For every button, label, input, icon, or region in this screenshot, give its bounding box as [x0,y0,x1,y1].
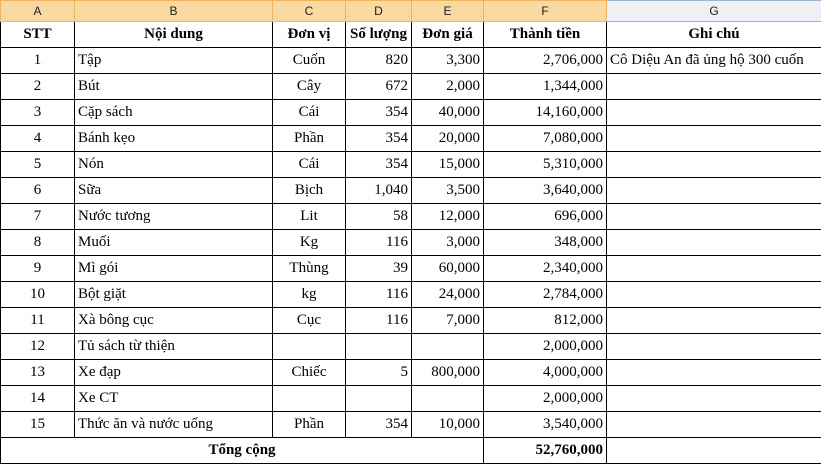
cell-thanh-tien[interactable]: 2,000,000 [484,386,607,412]
cell-thanh-tien[interactable]: 696,000 [484,204,607,230]
cell-don-gia[interactable]: 3,500 [412,178,484,204]
cell-noi-dung[interactable]: Xe CT [75,386,273,412]
cell-stt[interactable]: 10 [1,282,75,308]
cell-noi-dung[interactable]: Sữa [75,178,273,204]
table-row [1,230,821,256]
cell-ghi-chu[interactable] [607,100,821,126]
total-value[interactable]: 52,760,000 [484,438,607,464]
cell-so-luong[interactable]: 354 [346,152,412,178]
cell-thanh-tien[interactable]: 7,080,000 [484,126,607,152]
table-row [1,256,821,282]
cell-don-vi[interactable]: Cái [273,100,346,126]
cell-thanh-tien[interactable]: 2,340,000 [484,256,607,282]
cell-noi-dung[interactable]: Nón [75,152,273,178]
cell-don-gia[interactable]: 2,000 [412,74,484,100]
cell-so-luong[interactable]: 116 [346,282,412,308]
header-so-luong[interactable]: Số lượng [346,22,412,48]
cell-don-gia[interactable] [412,334,484,360]
cell-don-gia[interactable]: 7,000 [412,308,484,334]
cell-noi-dung[interactable]: Bánh kẹo [75,126,273,152]
cell-stt[interactable]: 8 [1,230,75,256]
cell-don-gia[interactable]: 12,000 [412,204,484,230]
cell-so-luong[interactable] [346,386,412,412]
cell-don-gia[interactable] [412,386,484,412]
column-header-g[interactable]: G [607,1,821,22]
cell-don-vi[interactable]: Phần [273,126,346,152]
cell-thanh-tien[interactable]: 2,000,000 [484,334,607,360]
column-header-d[interactable]: D [346,1,412,22]
cell-stt[interactable]: 1 [1,48,75,74]
cell-stt[interactable]: 12 [1,334,75,360]
cell-don-vi[interactable]: Phần [273,412,346,438]
cell-don-gia[interactable]: 10,000 [412,412,484,438]
cell-so-luong[interactable]: 116 [346,230,412,256]
cell-ghi-chu[interactable] [607,230,821,256]
cell-don-gia[interactable]: 60,000 [412,256,484,282]
cell-stt[interactable]: 9 [1,256,75,282]
table-row [1,204,821,230]
cell-thanh-tien[interactable]: 348,000 [484,230,607,256]
column-header-c[interactable]: C [273,1,346,22]
cell-don-gia[interactable]: 3,300 [412,48,484,74]
header-noi-dung[interactable]: Nội dung [75,22,273,48]
table-row [1,48,821,74]
cell-stt[interactable]: 15 [1,412,75,438]
table-row [1,412,821,438]
cell-so-luong[interactable] [346,334,412,360]
table-body [1,48,821,438]
column-header-a[interactable]: A [1,1,75,22]
table-row [1,308,821,334]
cell-stt[interactable]: 5 [1,152,75,178]
cell-don-gia[interactable]: 24,000 [412,282,484,308]
cell-noi-dung[interactable]: Xà bông cục [75,308,273,334]
cell-don-vi[interactable]: Cái [273,152,346,178]
cell-ghi-chu[interactable] [607,360,821,386]
cell-so-luong[interactable]: 354 [346,412,412,438]
cell-don-vi[interactable]: Cục [273,308,346,334]
cell-noi-dung[interactable]: Thức ăn và nước uống [75,412,273,438]
cell-ghi-chu[interactable] [607,204,821,230]
cell-stt[interactable]: 14 [1,386,75,412]
cell-stt[interactable]: 7 [1,204,75,230]
cell-ghi-chu[interactable] [607,412,821,438]
cell-stt[interactable]: 6 [1,178,75,204]
cell-noi-dung[interactable]: Cặp sách [75,100,273,126]
cell-thanh-tien[interactable]: 1,344,000 [484,74,607,100]
cell-thanh-tien[interactable]: 5,310,000 [484,152,607,178]
cell-stt[interactable]: 3 [1,100,75,126]
cell-stt[interactable]: 11 [1,308,75,334]
cell-noi-dung[interactable]: Bút [75,74,273,100]
cell-so-luong[interactable]: 672 [346,74,412,100]
cell-don-vi[interactable]: Kg [273,230,346,256]
table-row [1,334,821,360]
total-label[interactable]: Tổng cộng [1,438,484,464]
table-row [1,386,821,412]
total-note-cell[interactable] [607,438,821,464]
header-don-gia[interactable]: Đơn giá [412,22,484,48]
cell-don-gia[interactable]: 15,000 [412,152,484,178]
cell-thanh-tien[interactable]: 3,540,000 [484,412,607,438]
cell-ghi-chu[interactable] [607,282,821,308]
table-row [1,74,821,100]
cell-so-luong[interactable]: 5 [346,360,412,386]
cell-don-gia[interactable]: 3,000 [412,230,484,256]
header-thanh-tien[interactable]: Thành tiền [484,22,607,48]
cell-ghi-chu[interactable] [607,386,821,412]
cell-don-vi[interactable]: Bịch [273,178,346,204]
cell-don-vi[interactable]: Lit [273,204,346,230]
table-row [1,178,821,204]
cell-stt[interactable]: 2 [1,74,75,100]
cell-noi-dung[interactable]: Nước tương [75,204,273,230]
column-header-e[interactable]: E [412,1,484,22]
header-stt[interactable]: STT [1,22,75,48]
cell-don-vi[interactable]: Cuốn [273,48,346,74]
cell-ghi-chu[interactable] [607,74,821,100]
cell-noi-dung[interactable]: Tập [75,48,273,74]
table-row [1,152,821,178]
cell-ghi-chu[interactable] [607,308,821,334]
cell-ghi-chu[interactable] [607,126,821,152]
total-row [1,438,821,464]
cell-thanh-tien[interactable]: 2,784,000 [484,282,607,308]
column-header-b[interactable]: B [75,1,273,22]
cell-don-vi[interactable] [273,334,346,360]
cell-stt[interactable]: 13 [1,360,75,386]
cell-so-luong[interactable]: 820 [346,48,412,74]
cell-so-luong[interactable]: 39 [346,256,412,282]
cell-don-vi[interactable] [273,386,346,412]
cell-don-gia[interactable]: 800,000 [412,360,484,386]
cell-thanh-tien[interactable]: 14,160,000 [484,100,607,126]
cell-thanh-tien[interactable]: 2,706,000 [484,48,607,74]
cell-don-vi[interactable]: kg [273,282,346,308]
cell-so-luong[interactable]: 1,040 [346,178,412,204]
cell-noi-dung[interactable]: Xe đạp [75,360,273,386]
table-row [1,282,821,308]
cell-don-vi[interactable]: Cây [273,74,346,100]
cell-don-gia[interactable]: 40,000 [412,100,484,126]
cell-so-luong[interactable]: 116 [346,308,412,334]
cell-thanh-tien[interactable]: 812,000 [484,308,607,334]
cell-thanh-tien[interactable]: 4,000,000 [484,360,607,386]
table-row [1,100,821,126]
cell-ghi-chu[interactable] [607,152,821,178]
cell-stt[interactable]: 4 [1,126,75,152]
cell-ghi-chu[interactable] [607,334,821,360]
cell-noi-dung[interactable]: Bột giặt [75,282,273,308]
cell-noi-dung[interactable]: Mì gói [75,256,273,282]
cell-so-luong[interactable]: 58 [346,204,412,230]
cell-so-luong[interactable]: 354 [346,126,412,152]
cell-thanh-tien[interactable]: 3,640,000 [484,178,607,204]
cell-don-gia[interactable]: 20,000 [412,126,484,152]
header-don-vi[interactable]: Đơn vị [273,22,346,48]
column-header-row [1,1,821,22]
table-row [1,126,821,152]
cell-don-vi[interactable]: Thùng [273,256,346,282]
cell-noi-dung[interactable]: Tủ sách từ thiện [75,334,273,360]
cell-don-vi[interactable]: Chiếc [273,360,346,386]
table-row [1,360,821,386]
cell-so-luong[interactable]: 354 [346,100,412,126]
cell-ghi-chu[interactable] [607,178,821,204]
cell-ghi-chu[interactable] [607,256,821,282]
header-ghi-chu[interactable]: Ghi chú [607,22,821,48]
column-header-f[interactable]: F [484,1,607,22]
cell-ghi-chu[interactable]: Cô Diệu An đã ủng hộ 300 cuốn [607,48,821,74]
cell-noi-dung[interactable]: Muối [75,230,273,256]
table-header-row [1,22,821,48]
